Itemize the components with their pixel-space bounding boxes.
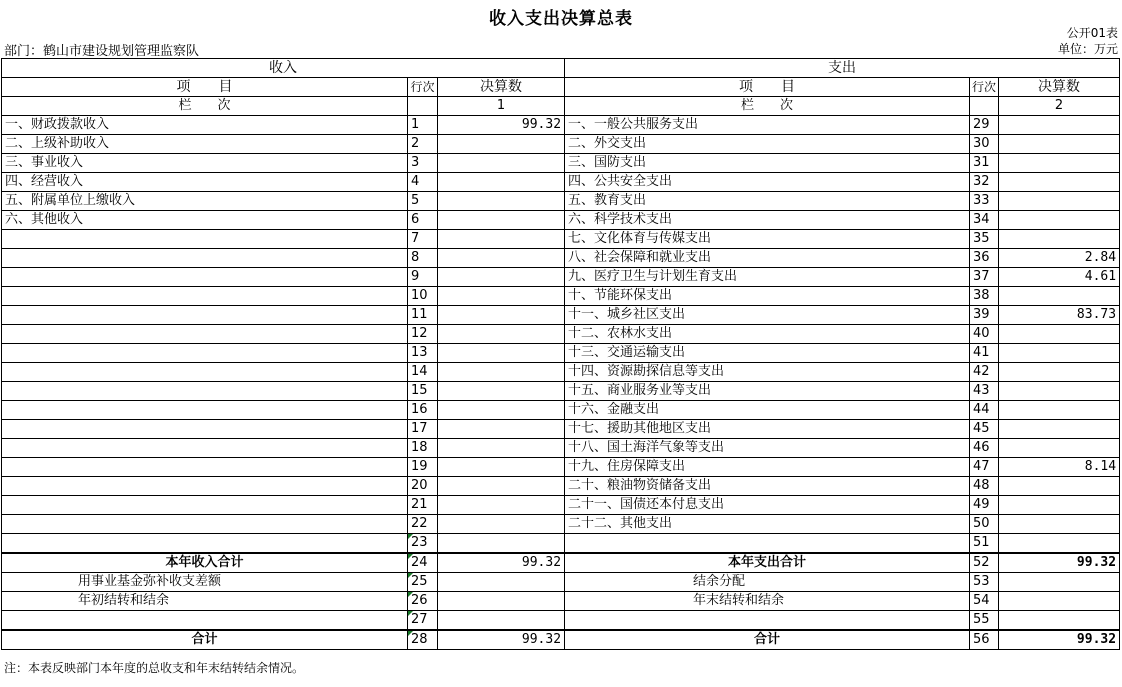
expense-amount-cell <box>999 211 1120 230</box>
expense-line-cell: 41 <box>970 344 999 363</box>
expense-line-cell: 36 <box>970 249 999 268</box>
expense-amount-cell <box>999 287 1120 306</box>
expense-line-header: 行次 <box>970 78 999 97</box>
table-row <box>2 173 1120 192</box>
income-item-cell <box>2 249 408 268</box>
expense-line-cell: 32 <box>970 173 999 192</box>
column-number-row <box>2 97 1120 116</box>
table-row <box>2 116 1120 135</box>
income-line-number: 18 <box>411 440 428 455</box>
income-amount-cell <box>438 211 565 230</box>
income-amount-cell <box>438 592 565 611</box>
expense-section-header: 支出 <box>565 59 1120 78</box>
income-item-cell <box>2 420 408 439</box>
income-line-cell <box>408 592 438 611</box>
income-line-number: 23 <box>411 535 428 550</box>
expense-amount-cell <box>999 534 1120 554</box>
expense-amount-cell <box>999 325 1120 344</box>
income-line-cell <box>408 439 438 458</box>
expense-item-cell: 十五、商业服务业等支出 <box>565 382 970 401</box>
expense-line-cell: 53 <box>970 573 999 592</box>
income-column-label: 栏 次 <box>2 97 408 116</box>
income-amount-cell <box>438 287 565 306</box>
income-line-number: 14 <box>411 364 428 379</box>
table-row <box>2 363 1120 382</box>
income-line-cell <box>408 249 438 268</box>
section-header-row <box>2 59 1120 78</box>
income-item-cell <box>2 363 408 382</box>
income-line-cell <box>408 154 438 173</box>
income-line-number: 5 <box>411 193 420 208</box>
income-amount-cell <box>438 192 565 211</box>
expense-item-cell: 十七、援助其他地区支出 <box>565 420 970 439</box>
table-row <box>2 306 1120 325</box>
income-item-cell <box>2 496 408 515</box>
income-item-cell: 年初结转和结余 <box>2 592 408 611</box>
income-line-cell <box>408 515 438 534</box>
income-line-cell <box>408 135 438 154</box>
income-item-cell: 一、财政拨款收入 <box>2 116 408 135</box>
table-row <box>2 287 1120 306</box>
income-line-number: 10 <box>411 288 428 303</box>
table-row <box>2 477 1120 496</box>
expense-amount-cell <box>999 611 1120 631</box>
expense-column-line-blank <box>970 97 999 116</box>
expense-line-cell: 35 <box>970 230 999 249</box>
income-line-cell <box>408 325 438 344</box>
table-row <box>2 439 1120 458</box>
cell-flag-icon <box>408 554 413 559</box>
expense-amount-cell <box>999 116 1120 135</box>
income-item-cell <box>2 268 408 287</box>
income-amount-cell <box>438 439 565 458</box>
income-item-cell: 三、事业收入 <box>2 154 408 173</box>
expense-amount-cell <box>999 420 1120 439</box>
expense-line-cell: 37 <box>970 268 999 287</box>
table-row <box>2 344 1120 363</box>
expense-amount-cell <box>999 592 1120 611</box>
table-row <box>2 553 1120 573</box>
income-line-number: 9 <box>411 269 420 284</box>
cell-flag-icon <box>408 611 413 616</box>
income-line-number: 27 <box>411 612 428 627</box>
income-item-cell: 四、经营收入 <box>2 173 408 192</box>
income-line-cell <box>408 573 438 592</box>
expense-line-cell: 54 <box>970 592 999 611</box>
income-amount-cell <box>438 325 565 344</box>
table-row <box>2 515 1120 534</box>
expense-line-cell: 44 <box>970 401 999 420</box>
income-line-number: 17 <box>411 421 428 436</box>
expense-item-cell: 十三、交通运输支出 <box>565 344 970 363</box>
income-line-header: 行次 <box>408 78 438 97</box>
expense-amount-cell <box>999 135 1120 154</box>
expense-item-cell: 合计 <box>565 630 970 650</box>
income-item-cell <box>2 287 408 306</box>
expense-amount-cell: 83.73 <box>999 306 1120 325</box>
table-row <box>2 230 1120 249</box>
table-row <box>2 249 1120 268</box>
expense-line-cell: 56 <box>970 630 999 650</box>
income-line-cell <box>408 173 438 192</box>
income-column-number: 1 <box>438 97 565 116</box>
income-item-cell <box>2 306 408 325</box>
expense-item-cell: 十六、金融支出 <box>565 401 970 420</box>
cell-flag-icon <box>408 573 413 578</box>
footnote: 注：本表反映部门本年度的总收支和年末结转结余情况。 <box>4 661 305 675</box>
income-item-cell: 合计 <box>2 630 408 650</box>
expense-item-cell: 七、文化体育与传媒支出 <box>565 230 970 249</box>
income-item-cell <box>2 515 408 534</box>
expense-item-cell: 五、教育支出 <box>565 192 970 211</box>
cell-flag-icon <box>408 631 413 636</box>
page-title: 收入支出决算总表 <box>489 9 633 29</box>
income-amount-cell <box>438 420 565 439</box>
table-row <box>2 192 1120 211</box>
income-line-number: 6 <box>411 212 420 227</box>
expense-amount-cell <box>999 439 1120 458</box>
income-amount-cell <box>438 268 565 287</box>
expense-amount-cell: 2.84 <box>999 249 1120 268</box>
income-amount-cell: 99.32 <box>438 116 565 135</box>
income-line-cell <box>408 534 438 554</box>
income-amount-cell <box>438 573 565 592</box>
income-item-cell <box>2 401 408 420</box>
expense-item-cell: 结余分配 <box>565 573 970 592</box>
income-line-cell <box>408 611 438 631</box>
income-line-cell <box>408 382 438 401</box>
expense-item-cell: 六、科学技术支出 <box>565 211 970 230</box>
expense-item-cell: 本年支出合计 <box>565 553 970 573</box>
income-amount-cell <box>438 458 565 477</box>
table-row <box>2 420 1120 439</box>
expense-item-cell <box>565 534 970 554</box>
income-item-cell: 五、附属单位上缴收入 <box>2 192 408 211</box>
expense-item-cell: 二十二、其他支出 <box>565 515 970 534</box>
income-line-cell <box>408 230 438 249</box>
income-line-number: 8 <box>411 250 420 265</box>
expense-line-cell: 39 <box>970 306 999 325</box>
income-amount-cell <box>438 363 565 382</box>
income-amount-header: 决算数 <box>438 78 565 97</box>
income-line-cell <box>408 458 438 477</box>
expense-line-cell: 49 <box>970 496 999 515</box>
income-item-cell <box>2 382 408 401</box>
expense-item-header: 项 目 <box>565 78 970 97</box>
expense-line-cell: 47 <box>970 458 999 477</box>
expense-item-cell: 三、国防支出 <box>565 154 970 173</box>
column-header-row <box>2 78 1120 97</box>
expense-amount-cell <box>999 401 1120 420</box>
expense-line-cell: 55 <box>970 611 999 631</box>
expense-amount-cell: 8.14 <box>999 458 1120 477</box>
table-row <box>2 611 1120 631</box>
expense-amount-cell <box>999 173 1120 192</box>
expense-item-cell: 十二、农林水支出 <box>565 325 970 344</box>
expense-amount-cell <box>999 477 1120 496</box>
expense-line-cell: 45 <box>970 420 999 439</box>
income-line-cell <box>408 420 438 439</box>
table-row <box>2 135 1120 154</box>
expense-line-cell: 38 <box>970 287 999 306</box>
income-line-cell <box>408 344 438 363</box>
expense-item-cell: 二、外交支出 <box>565 135 970 154</box>
expense-line-cell: 29 <box>970 116 999 135</box>
income-amount-cell <box>438 249 565 268</box>
table-row <box>2 630 1120 650</box>
income-line-cell <box>408 116 438 135</box>
expense-item-cell: 十一、城乡社区支出 <box>565 306 970 325</box>
expense-line-cell: 43 <box>970 382 999 401</box>
income-amount-cell <box>438 135 565 154</box>
income-line-cell <box>408 553 438 573</box>
income-amount-cell <box>438 154 565 173</box>
expense-amount-header: 决算数 <box>999 78 1120 97</box>
income-amount-cell <box>438 173 565 192</box>
expense-amount-cell <box>999 192 1120 211</box>
income-column-line-blank <box>408 97 438 116</box>
expense-amount-cell <box>999 382 1120 401</box>
income-line-cell <box>408 630 438 650</box>
income-item-cell: 六、其他收入 <box>2 211 408 230</box>
expense-item-cell: 十、节能环保支出 <box>565 287 970 306</box>
income-section-header: 收入 <box>2 59 565 78</box>
expense-item-cell: 十四、资源勘探信息等支出 <box>565 363 970 382</box>
income-line-number: 19 <box>411 459 428 474</box>
expense-line-cell: 33 <box>970 192 999 211</box>
income-amount-cell <box>438 382 565 401</box>
table-row <box>2 496 1120 515</box>
income-line-number: 2 <box>411 136 420 151</box>
cell-flag-icon <box>408 592 413 597</box>
expense-item-cell: 年末结转和结余 <box>565 592 970 611</box>
income-item-cell <box>2 611 408 631</box>
income-amount-cell <box>438 496 565 515</box>
table-row <box>2 401 1120 420</box>
income-line-number: 11 <box>411 307 428 322</box>
unit-label: 单位：万元 <box>1057 42 1118 56</box>
expense-line-cell: 50 <box>970 515 999 534</box>
table-row <box>2 268 1120 287</box>
income-item-cell: 用事业基金弥补收支差额 <box>2 573 408 592</box>
table-row <box>2 154 1120 173</box>
income-line-cell <box>408 268 438 287</box>
income-item-cell <box>2 477 408 496</box>
expense-item-cell: 八、社会保障和就业支出 <box>565 249 970 268</box>
income-amount-cell <box>438 344 565 363</box>
expense-item-cell: 一、一般公共服务支出 <box>565 116 970 135</box>
expense-item-cell: 十九、住房保障支出 <box>565 458 970 477</box>
expense-item-cell: 十八、国土海洋气象等支出 <box>565 439 970 458</box>
income-line-number: 22 <box>411 516 428 531</box>
expense-line-cell: 52 <box>970 553 999 573</box>
income-line-number: 1 <box>411 117 420 132</box>
income-line-cell <box>408 306 438 325</box>
expense-line-cell: 34 <box>970 211 999 230</box>
income-line-number: 21 <box>411 497 428 512</box>
expense-item-cell <box>565 611 970 631</box>
expense-line-cell: 51 <box>970 534 999 554</box>
expense-line-cell: 30 <box>970 135 999 154</box>
table-row <box>2 382 1120 401</box>
income-item-header: 项 目 <box>2 78 408 97</box>
income-amount-cell <box>438 230 565 249</box>
expense-item-cell: 二十一、国债还本付息支出 <box>565 496 970 515</box>
expense-line-cell: 31 <box>970 154 999 173</box>
expense-amount-cell: 99.32 <box>999 553 1120 573</box>
income-item-cell <box>2 534 408 554</box>
income-amount-cell <box>438 306 565 325</box>
expense-item-cell: 四、公共安全支出 <box>565 173 970 192</box>
income-line-number: 3 <box>411 155 420 170</box>
income-line-number: 16 <box>411 402 428 417</box>
income-amount-cell: 99.32 <box>438 630 565 650</box>
expense-line-cell: 46 <box>970 439 999 458</box>
table-row <box>2 458 1120 477</box>
income-line-cell <box>408 287 438 306</box>
income-line-number: 28 <box>411 632 428 647</box>
income-line-cell <box>408 192 438 211</box>
expense-column-number: 2 <box>999 97 1120 116</box>
expense-amount-cell <box>999 230 1120 249</box>
budget-summary-table <box>1 58 1120 650</box>
income-item-cell: 二、上级补助收入 <box>2 135 408 154</box>
expense-line-cell: 42 <box>970 363 999 382</box>
form-code: 公开01表 <box>1066 26 1118 40</box>
income-amount-cell <box>438 611 565 631</box>
table-row <box>2 211 1120 230</box>
table-row <box>2 325 1120 344</box>
expense-line-cell: 48 <box>970 477 999 496</box>
income-line-cell <box>408 401 438 420</box>
expense-amount-cell <box>999 496 1120 515</box>
income-item-cell <box>2 325 408 344</box>
expense-amount-cell <box>999 154 1120 173</box>
income-line-cell <box>408 477 438 496</box>
cell-flag-icon <box>408 534 413 539</box>
income-line-number: 12 <box>411 326 428 341</box>
expense-amount-cell <box>999 573 1120 592</box>
income-line-cell <box>408 496 438 515</box>
expense-amount-cell <box>999 515 1120 534</box>
table-row <box>2 573 1120 592</box>
income-line-cell <box>408 363 438 382</box>
expense-amount-cell: 99.32 <box>999 630 1120 650</box>
income-item-cell <box>2 439 408 458</box>
income-amount-cell <box>438 477 565 496</box>
expense-amount-cell <box>999 344 1120 363</box>
expense-amount-cell: 4.61 <box>999 268 1120 287</box>
income-line-number: 15 <box>411 383 428 398</box>
income-line-number: 13 <box>411 345 428 360</box>
expense-column-label: 栏 次 <box>565 97 970 116</box>
income-line-number: 4 <box>411 174 420 189</box>
income-item-cell <box>2 344 408 363</box>
income-item-cell <box>2 230 408 249</box>
income-line-number: 26 <box>411 593 428 608</box>
expense-item-cell: 九、医疗卫生与计划生育支出 <box>565 268 970 287</box>
income-amount-cell <box>438 515 565 534</box>
expense-line-cell: 40 <box>970 325 999 344</box>
income-line-cell <box>408 211 438 230</box>
income-line-number: 20 <box>411 478 428 493</box>
income-amount-cell: 99.32 <box>438 553 565 573</box>
income-amount-cell <box>438 401 565 420</box>
income-line-number: 7 <box>411 231 420 246</box>
expense-item-cell: 二十、粮油物资储备支出 <box>565 477 970 496</box>
income-item-cell: 本年收入合计 <box>2 553 408 573</box>
income-amount-cell <box>438 534 565 554</box>
expense-amount-cell <box>999 363 1120 382</box>
department-label: 部门：鹤山市建设规划管理监察队 <box>4 44 200 59</box>
income-item-cell <box>2 458 408 477</box>
table-row <box>2 534 1120 554</box>
table-row <box>2 592 1120 611</box>
income-line-number: 24 <box>411 555 428 570</box>
income-line-number: 25 <box>411 574 428 589</box>
